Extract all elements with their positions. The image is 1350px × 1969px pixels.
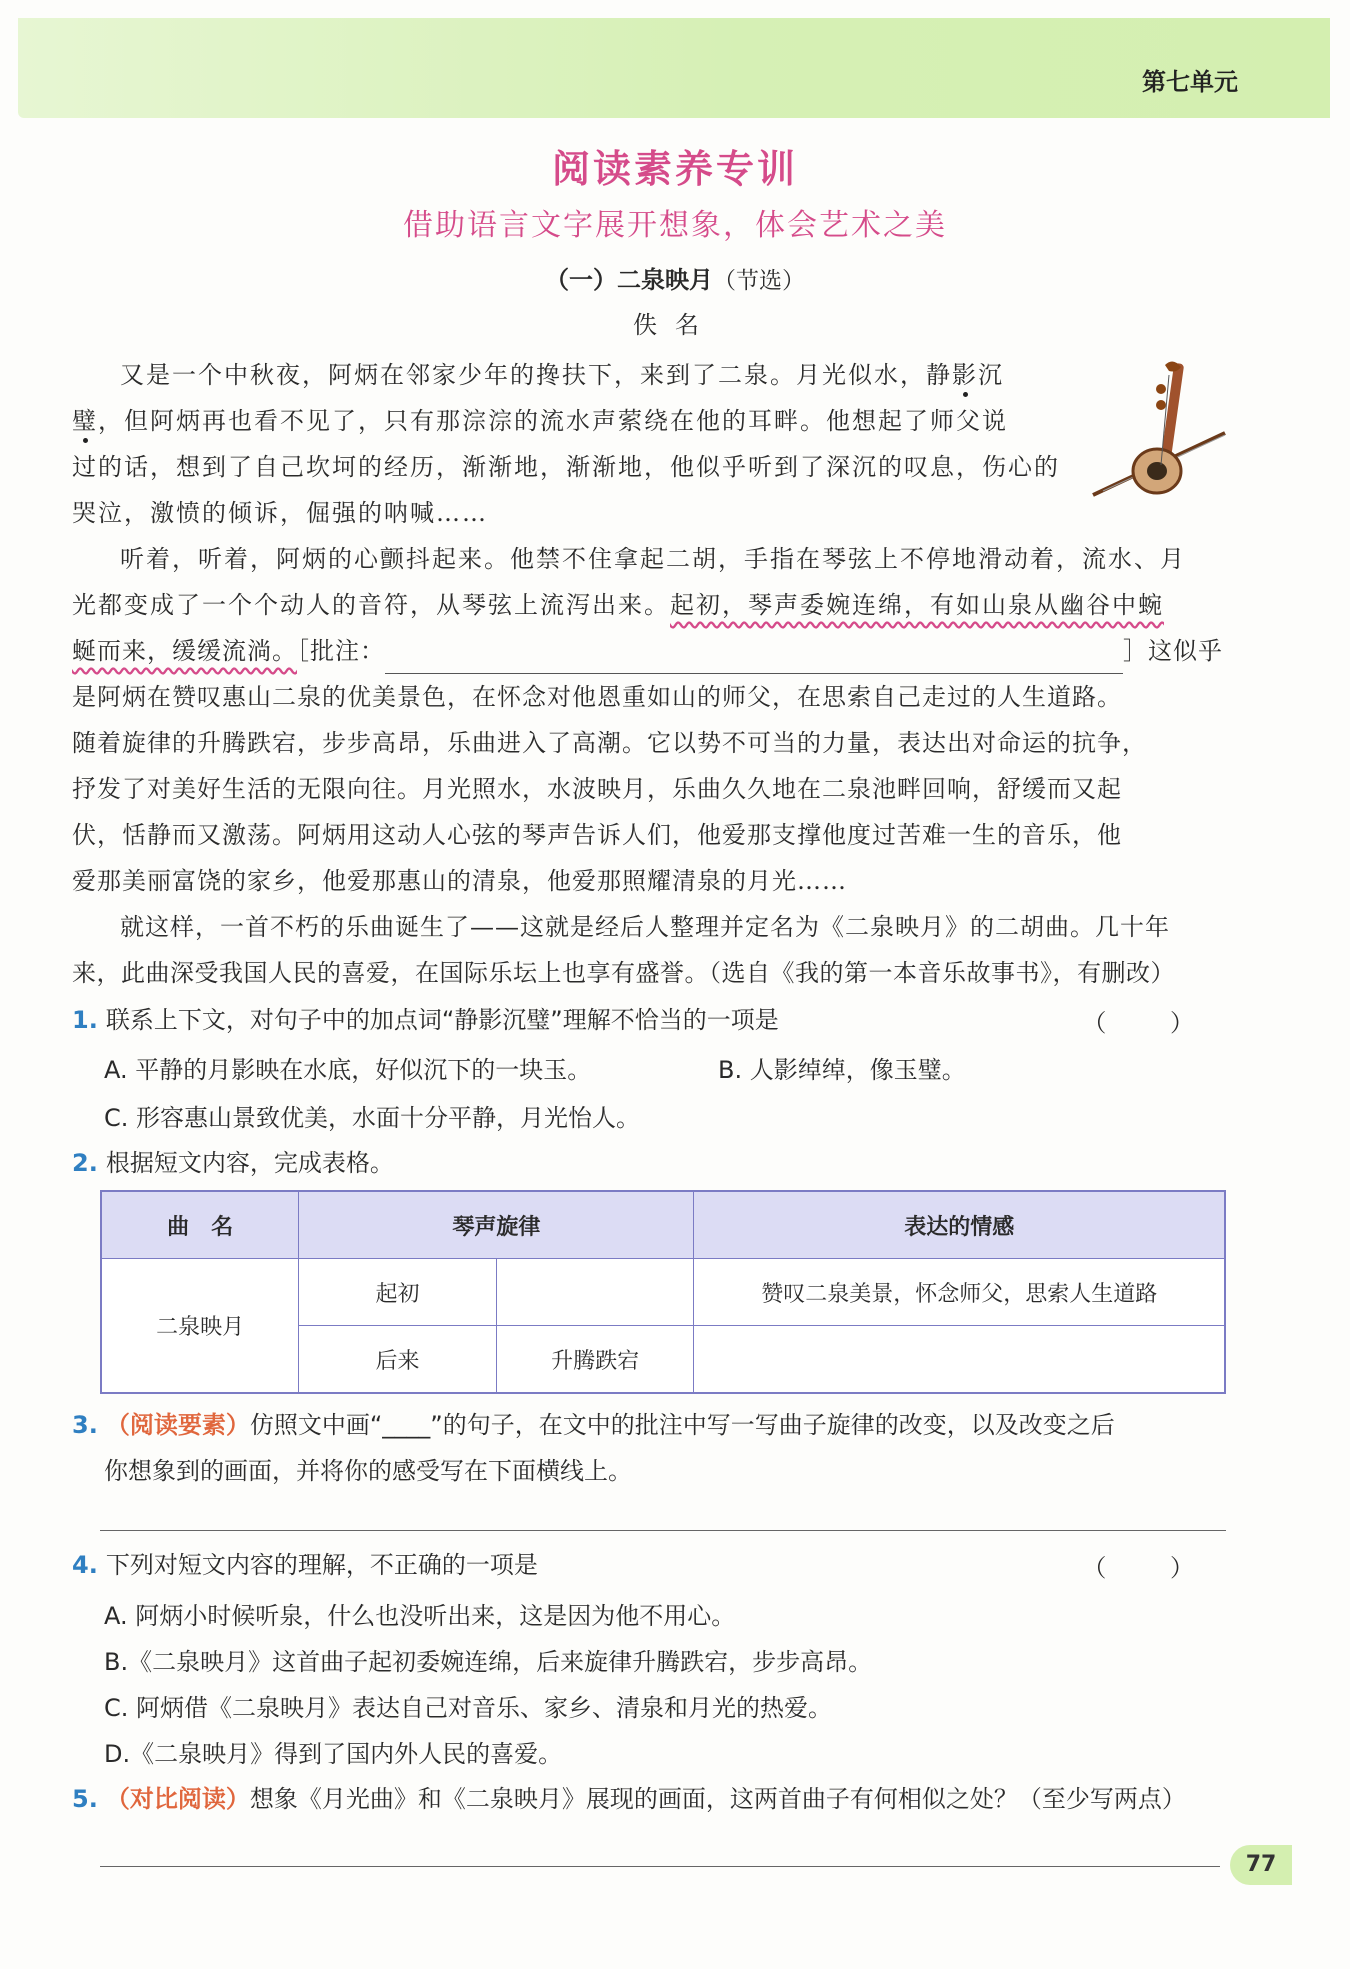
table-header: 表达的情感 [694,1191,1225,1259]
passage-line: 随着旋律的升腾跌宕，步步高昂，乐曲进入了高潮。它以势不可当的力量，表达出对命运的抗争， [72,729,1147,757]
table-cell-blank[interactable] [496,1259,694,1326]
underlined-sentence: 蜒而来，缓缓流淌。 [72,637,297,665]
answer-line[interactable] [100,1866,1220,1867]
header-band [18,18,1330,118]
passage-line: 抒发了对美好生活的无限向往。月光照水，水波映月，乐曲久久地在二泉池畔回响，舒缓而又起 [72,775,1122,803]
question-3: 3. （阅读要素）仿照文中画“____”的句子，在文中的批注中写一写曲子旋律的改变，以及改变之后 [72,1411,1115,1439]
table-header-row [101,1191,1225,1259]
option-d[interactable]: D.《二泉映月》得到了国内外人民的喜爱。 [104,1740,563,1768]
table-cell-phase: 起初 [299,1259,497,1326]
table-header: 曲 名 [101,1191,299,1259]
answer-parens[interactable]: （ ） [1082,1009,1222,1037]
table-cell-melody: 升腾跌宕 [496,1326,694,1394]
passage-line: 璧，但阿炳再也看不见了，只有那淙淙的流水声萦绕在他的耳畔。他想起了师父说 [72,407,1008,435]
answer-parens[interactable]: （ ） [1082,1554,1222,1582]
question-1: 1. 联系上下文，对句子中的加点词“静影沉璧”理解不恰当的一项是 [72,1006,779,1034]
passage-line: 听着，听着，阿炳的心颤抖起来。他禁不住拿起二胡，手指在琴弦上不停地滑动着，流水、月 [120,545,1186,573]
question-3-cont: 你想象到的画面，并将你的感受写在下面横线上。 [104,1457,632,1485]
question-4: 4. 下列对短文内容的理解，不正确的一项是 [72,1551,538,1579]
table-cell-blank[interactable] [694,1326,1225,1394]
table-cell-song: 二泉映月 [101,1259,299,1394]
table-cell-emotion: 赞叹二泉美景，怀念师父，思索人生道路 [694,1259,1225,1326]
passage-line: 蜒而来，缓缓流淌。［批注： ］这似乎 [72,628,1262,674]
answer-line[interactable] [100,1530,1226,1531]
question-5: 5. （对比阅读）想象《月光曲》和《二泉映月》展现的画面，这两首曲子有何相似之处？（至少写两点） [72,1785,1186,1813]
option-c[interactable]: C. 阿炳借《二泉映月》表达自己对音乐、家乡、清泉和月光的热爱。 [104,1694,833,1722]
annotation-blank[interactable] [385,647,1123,674]
passage-line: 光都变成了一个个动人的音符，从琴弦上流泻出来。起初，琴声委婉连绵，有如山泉从幽谷中蜿 [72,591,1164,619]
page-subtitle: 借助语言文字展开想象，体会艺术之美 [403,208,947,243]
dotted-term: 静影沉 [926,361,1004,389]
page-title: 阅读素养专训 [551,147,798,191]
section-title [0,260,1350,295]
passage-line: 爱那美丽富饶的家乡，他爱那惠山的清泉，他爱那照耀清泉的月光…… [72,867,847,895]
author: 佚名 [633,311,717,339]
question-2: 2. 根据短文内容，完成表格。 [72,1149,394,1177]
option-c[interactable]: C. 形容惠山景致优美，水面十分平静，月光怡人。 [104,1104,641,1132]
erhu-icon [1085,355,1235,505]
section-label: （一）二泉映月 [545,266,713,294]
passage-line: 哭泣，激愤的倾诉，倔强的呐喊…… [72,499,488,527]
table-header: 琴声旋律 [299,1191,694,1259]
section-note: （节选） [713,268,805,294]
table-row [101,1259,1225,1326]
table-cell-phase: 后来 [299,1326,497,1394]
page-number: 77 [1230,1845,1292,1885]
passage-line: 来，此曲深受我国人民的喜爱，在国际乐坛上也享有盛誉。（选自《我的第一本音乐故事书》，有删改） [72,959,1175,987]
option-b[interactable]: B.《二泉映月》这首曲子起初委婉连绵，后来旋律升腾跌宕，步步高昂。 [104,1648,873,1676]
answer-table [100,1190,1226,1394]
passage-line: 是阿炳在赞叹惠山二泉的优美景色，在怀念对他恩重如山的师父，在思索自己走过的人生道路。 [72,683,1122,711]
dotted-term: 璧 [72,407,98,435]
option-a[interactable]: A. 平静的月影映在水底，好似沉下的一块玉。 [104,1056,592,1084]
underlined-sentence: 起初，琴声委婉连绵，有如山泉从幽谷中蜿 [670,591,1164,619]
passage-line: 就这样，一首不朽的乐曲诞生了——这就是经后人整理并定名为《二泉映月》的二胡曲。几十年 [120,913,1170,941]
option-b[interactable]: B. 人影绰绰，像玉璧。 [718,1056,966,1084]
unit-label: 第七单元 [1142,68,1238,96]
passage-line: 又是一个中秋夜，阿炳在邻家少年的搀扶下，来到了二泉。月光似水，静影沉 [120,361,1004,389]
passage-line: 过的话，想到了自己坎坷的经历，渐渐地，渐渐地，他似乎听到了深沉的叹息，伤心的 [72,453,1060,481]
option-a[interactable]: A. 阿炳小时候听泉，什么也没听出来，这是因为他不用心。 [104,1602,736,1630]
passage-line: 伏，恬静而又激荡。阿炳用这动人心弦的琴声告诉人们，他爱那支撑他度过苦难一生的音乐，他 [72,821,1122,849]
